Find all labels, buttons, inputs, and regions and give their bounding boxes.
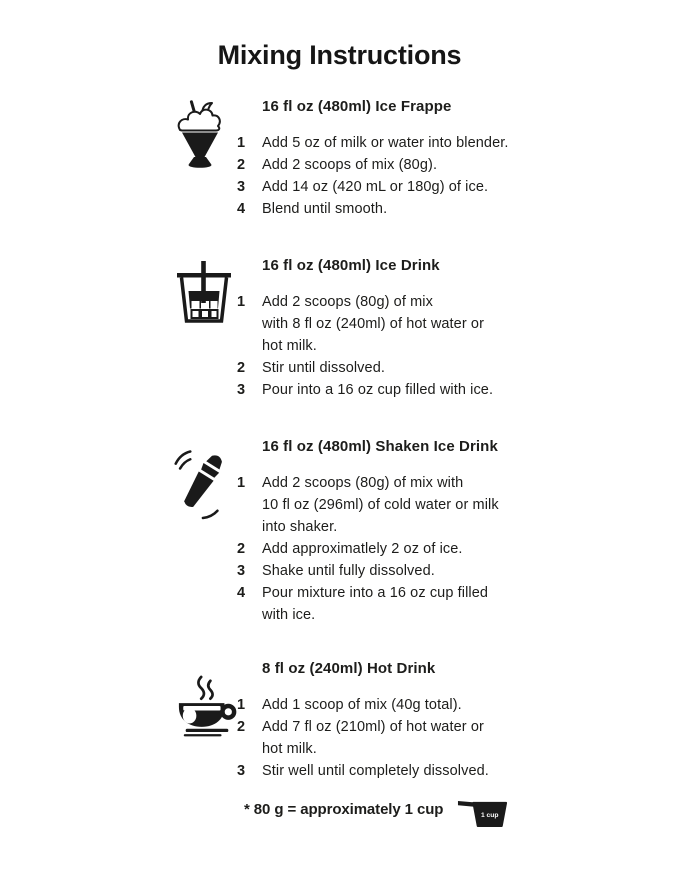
step-text: 10 fl oz (296ml) of cold water or milk xyxy=(262,497,499,513)
cup-label: 1 cup xyxy=(481,811,499,819)
recipe-title: 8 fl oz (240ml) Hot Drink xyxy=(262,660,436,677)
step-number: 1 xyxy=(237,294,246,310)
step-number: 1 xyxy=(237,475,246,491)
recipe-title: 16 fl oz (480ml) Ice Frappe xyxy=(262,98,452,115)
steps-list xyxy=(0,694,679,782)
step xyxy=(0,132,679,154)
step-number: 2 xyxy=(237,157,246,173)
step xyxy=(0,582,679,626)
step-text: Stir until dissolved. xyxy=(262,360,385,376)
step xyxy=(0,176,679,198)
step-number: 3 xyxy=(237,382,246,398)
step xyxy=(0,694,679,716)
steps-list xyxy=(0,472,679,626)
step-text: into shaker. xyxy=(262,519,338,535)
conversion-note: * 80 g = approximately 1 cup xyxy=(244,801,444,818)
step xyxy=(0,379,679,401)
step-text: with ice. xyxy=(262,607,316,623)
step-text: Add 1 scoop of mix (40g total). xyxy=(262,697,462,713)
step-text: hot milk. xyxy=(262,741,317,757)
step-text: Shake until fully dissolved. xyxy=(262,563,435,579)
steps-list xyxy=(0,291,679,401)
step xyxy=(0,154,679,176)
steps-list xyxy=(0,132,679,220)
step-number: 4 xyxy=(237,585,246,601)
step xyxy=(0,291,679,357)
step-number: 4 xyxy=(237,201,246,217)
step xyxy=(0,760,679,782)
step-number: 3 xyxy=(237,563,246,579)
step-text: Blend until smooth. xyxy=(262,201,388,217)
step-text: Add 7 fl oz (210ml) of hot water or xyxy=(262,719,484,735)
measuring-cup-icon xyxy=(457,794,509,831)
step-text: Pour mixture into a 16 oz cup filled xyxy=(262,585,489,601)
step-text: Add approximatlely 2 oz of ice. xyxy=(262,541,463,557)
step-text: Add 14 oz (420 mL or 180g) of ice. xyxy=(262,179,489,195)
step-number: 3 xyxy=(237,179,246,195)
step-number: 2 xyxy=(237,360,246,376)
step-number: 3 xyxy=(237,763,246,779)
recipe-title: 16 fl oz (480ml) Ice Drink xyxy=(262,257,440,274)
step-text: hot milk. xyxy=(262,338,317,354)
footer-note-row xyxy=(244,800,509,831)
page-title: Mixing Instructions xyxy=(217,40,462,70)
step-number: 2 xyxy=(237,719,246,735)
step-number: 1 xyxy=(237,135,246,151)
step-text: Add 2 scoops (80g) of mix xyxy=(262,294,433,310)
step-text: Pour into a 16 oz cup filled with ice. xyxy=(262,382,494,398)
step-text: Add 2 scoops (80g) of mix with xyxy=(262,475,464,491)
step xyxy=(0,198,679,220)
step xyxy=(0,357,679,379)
recipe-title: 16 fl oz (480ml) Shaken Ice Drink xyxy=(262,438,498,455)
step-text: Add 2 scoops of mix (80g). xyxy=(262,157,438,173)
step-text: Add 5 oz of milk or water into blender. xyxy=(262,135,509,151)
step xyxy=(0,538,679,560)
step-text: Stir well until completely dissolved. xyxy=(262,763,489,779)
step-number: 2 xyxy=(237,541,246,557)
step xyxy=(0,560,679,582)
step xyxy=(0,716,679,760)
step-number: 1 xyxy=(237,697,246,713)
step-text: with 8 fl oz (240ml) of hot water or xyxy=(262,316,484,332)
step xyxy=(0,472,679,538)
